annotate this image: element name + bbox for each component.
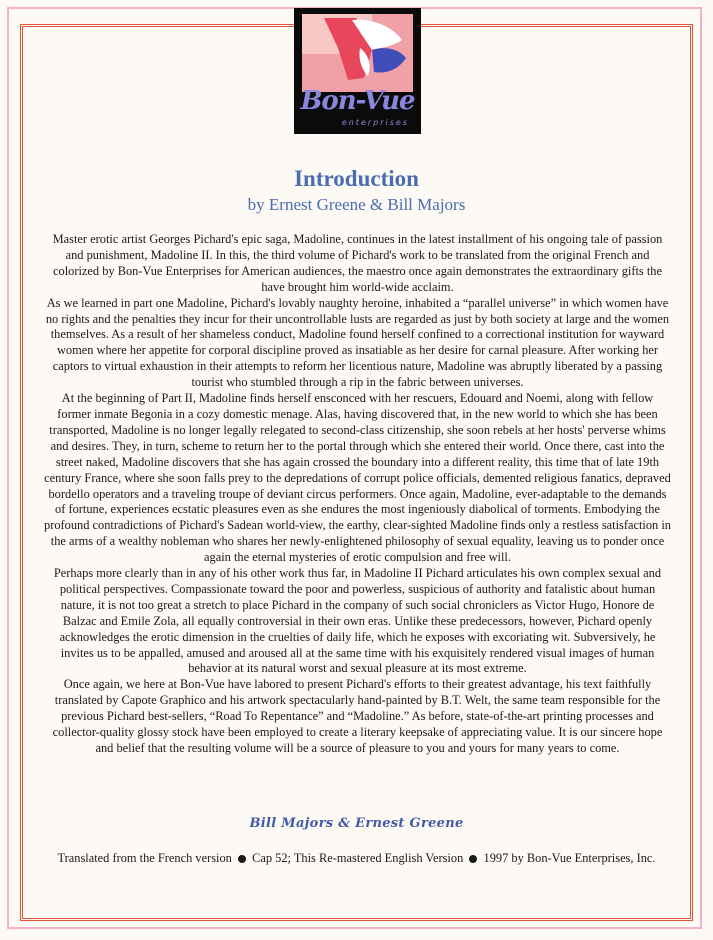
bon-vue-logo <box>294 8 421 134</box>
copyright-notice <box>48 850 665 866</box>
copyright-part-1: Translated from the French version <box>57 851 232 865</box>
paragraph-4: Perhaps more clearly than in any of his other work thus far, in Madoline II Pichard articulates his own complex sexual and political perspectives. Compassionate toward the poor and powerless, suspicious of authority and fatalistic about human nature, it is not too great a stretch to place Pichard in the company of such social chroniclers as Victor Hugo, Honore de Balzac and Emile Zola, all equally controversial in their own eras. Unlike these predecessors, however, Pichard openly acknowledges the erotic dimension in the cruelties of daily life, which he exposes with excoriating wit. Subversively, he invites us to be appalled, amused and aroused all at the same time with his exquisitely rendered visual images of human behavior at its natural worst and sexual pleasure at its most extreme. <box>53 566 662 676</box>
logo-subtitle: enterprises <box>341 118 409 127</box>
bullet-icon <box>469 855 477 863</box>
signature: Bill Majors & Ernest Greene <box>249 816 464 831</box>
byline: by Ernest Greene & Bill Majors <box>247 195 466 214</box>
paragraph-2: As we learned in part one Madoline, Pichard's lovably naughty heroine, inhabited a “parallel universe” in which women have no rights and the penalties they incur for their uncontrollable lusts are regarded as just by both society at large and the women themselves. As a result of her shameless conduct, Madoline found herself confined to a correctional institution for wayward women where her appetite for corporal discipline proved as insatiable as her desire for carnal pleasure. After working her captors to virtual exhaustion in their attempts to reform her licentious nature, Madoline was abruptly liberated by a passing tourist who stumbled through a rip in the fabric between universes. <box>45 295 670 390</box>
copyright-part-2: Cap 52; This Re-mastered English Version <box>252 851 464 865</box>
bullet-icon <box>238 855 246 863</box>
page-title: Introduction <box>294 166 419 191</box>
copyright-part-3: 1997 by Bon-Vue Enterprises, Inc. <box>483 851 656 865</box>
paragraph-3: At the beginning of Part II, Madoline finds herself ensconced with her rescuers, Edouard and Noemi, along with fellow former inmate Begonia in a cozy domestic menage. Alas, having discovered that, in the new world to which she has been transported, Madoline is no longer legally relegated to second-class citizenship, she soon rebels at her hosts' perverse whims and desires. They, in turn, scheme to return her to the portal through which she entered their world. Once there, cast into the street naked, Madoline discovers that she has again crossed the boundary into a different reality, this time that of late 19th century France, where she soon falls prey to the depredations of corrupt police officials, demented religious fanatics, depraved bordello operators and a traveling troupe of deviant circus performers. Once again, Madoline, ever-adaptable to the demands of fortune, experiences ecstatic pleasures even as she endures the most ingeniously diabolical of torments. Embodying the profound contradictions of Pichard's Sadean world-view, the earthy, clear-sighted Madoline finds only a restless satisfaction in the arms of a wealthy nobleman who shares her newly-enlightened philosophy of sexual equality, leaving us to ponder once again the eternal mysteries of erotic compulsion and free will. <box>44 391 671 565</box>
paragraph-5: Once again, we here at Bon-Vue have labored to present Pichard's efforts to their greatest advantage, his text faithfully translated by Capote Graphico and his artwork spectacularly hand-painted by B.T. Welt, the same team responsible for the previous Pichard best-sellers, “Road To Repentance” and “Madoline.” As before, state-of-the-art printing processes and collector-quality glossy stock have been employed to create a literary keepsake of appreciating value. It is our sincere hope and belief that the resulting volume will be a source of pleasure to you and yours for many years to come. <box>52 677 663 755</box>
logo-wordmark: Bon-Vue <box>300 86 415 116</box>
introduction-body <box>44 232 671 757</box>
paragraph-1: Master erotic artist Georges Pichard's epic saga, Madoline, continues in the latest installment of his ongoing tale of passion and punishment, Madoline II. In this, the third volume of Pichard's work to be translated from the original French and colorized by Bon-Vue Enterprises for American audiences, the maestro once again demonstrates the extraordinary gifts the have brought him world-wide acclaim. <box>52 232 663 294</box>
